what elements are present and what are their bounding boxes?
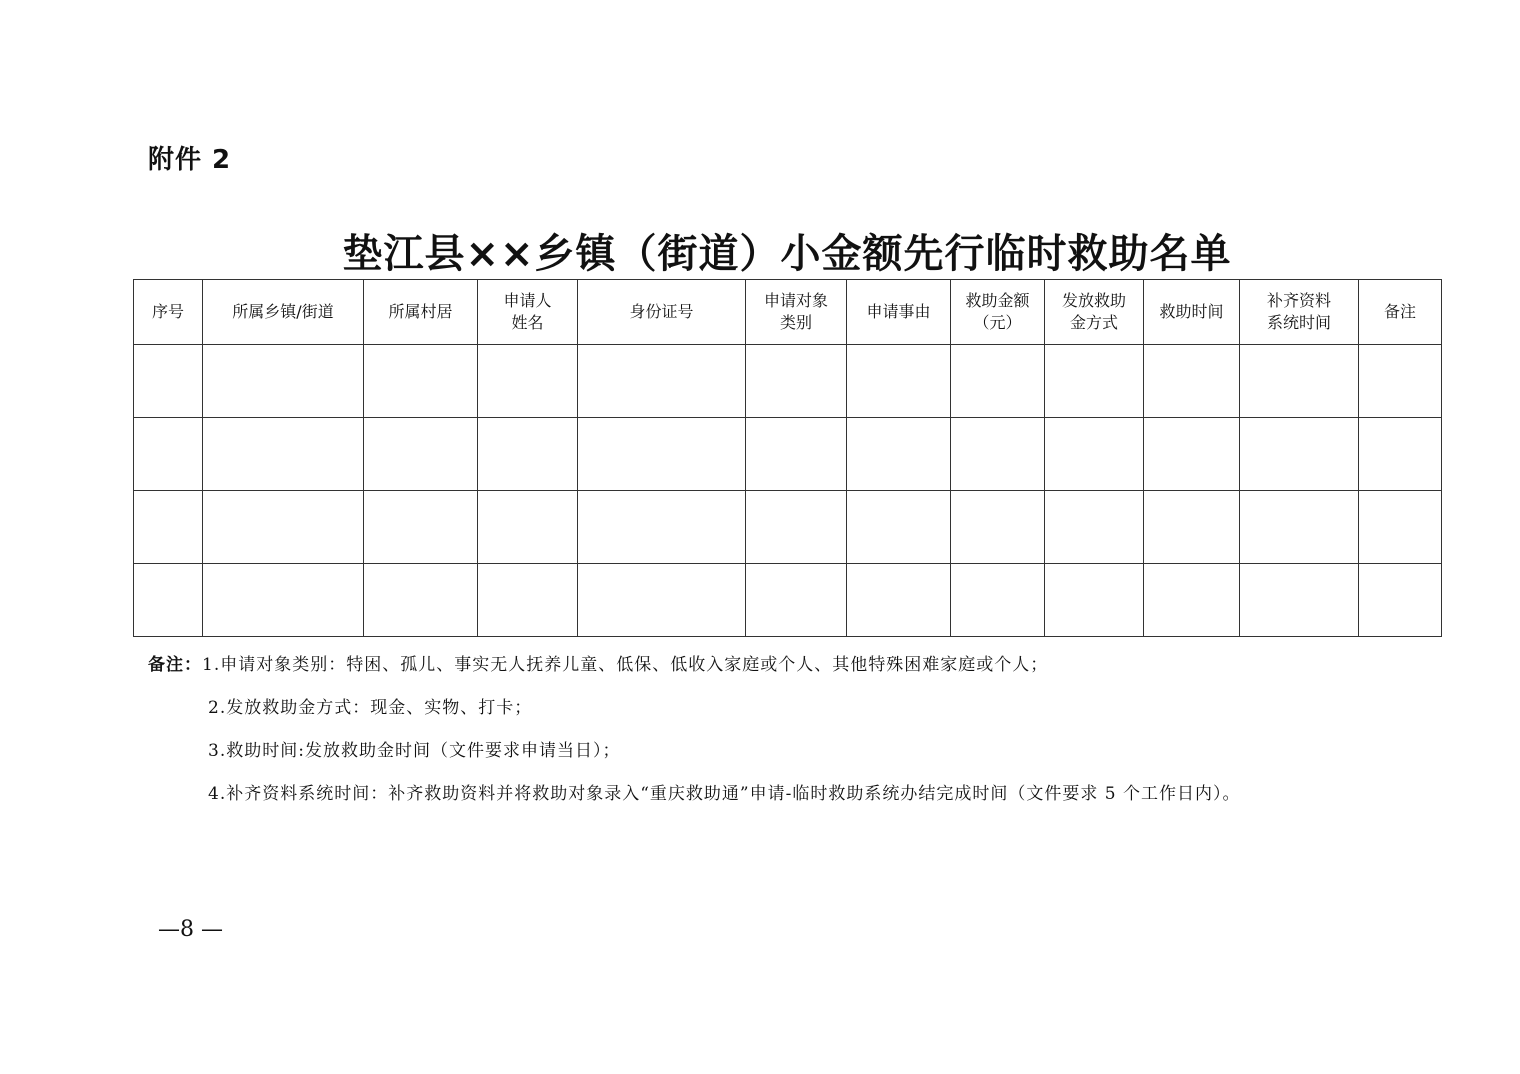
table-cell: [478, 491, 578, 564]
table-cell: [134, 491, 203, 564]
table-cell: [578, 564, 746, 637]
table-cell: [364, 345, 478, 418]
table-cell: [203, 418, 364, 491]
column-header-applicant-category: 申请对象 类别: [746, 280, 847, 345]
table-cell: [1240, 491, 1359, 564]
table-cell: [478, 345, 578, 418]
table-cell: [203, 491, 364, 564]
page-number: —8 —: [158, 917, 223, 942]
column-header-relief-time: 救助时间: [1144, 280, 1240, 345]
column-header-id-number: 身份证号: [578, 280, 746, 345]
table-cell: [746, 564, 847, 637]
table-cell: [203, 345, 364, 418]
table-cell: [203, 564, 364, 637]
column-header-payment-method: 发放救助 金方式: [1045, 280, 1144, 345]
table-cell: [578, 418, 746, 491]
table-cell: [847, 564, 951, 637]
table-cell: [1144, 345, 1240, 418]
table-row: [134, 345, 1442, 418]
table-cell: [134, 418, 203, 491]
table-cell: [1240, 345, 1359, 418]
table-cell: [1144, 491, 1240, 564]
table-header-row: [134, 280, 1442, 345]
table-cell: [364, 564, 478, 637]
table-row: [134, 491, 1442, 564]
table-cell: [1045, 564, 1144, 637]
table-cell: [1240, 418, 1359, 491]
column-header-docs-entry-time: 补齐资料 系统时间: [1240, 280, 1359, 345]
table-cell: [951, 345, 1045, 418]
table-cell: [1045, 345, 1144, 418]
column-header-applicant-name: 申请人 姓名: [478, 280, 578, 345]
table-cell: [951, 491, 1045, 564]
table-cell: [951, 564, 1045, 637]
column-header-serial-no: 序号: [134, 280, 203, 345]
note-item-applicant-category: 1.申请对象类别：特困、孤儿、事实无人抚养儿童、低保、低收入家庭或个人、其他特殊困难家庭或个人；: [202, 655, 1049, 675]
relief-roster-table: [133, 279, 1442, 637]
table-cell: [847, 345, 951, 418]
table-cell: [478, 418, 578, 491]
table-cell: [1144, 564, 1240, 637]
table-cell: [134, 345, 203, 418]
notes-label: 备注：: [148, 655, 202, 675]
table-cell: [1045, 491, 1144, 564]
table-cell: [1144, 418, 1240, 491]
column-header-amount: 救助金额 （元）: [951, 280, 1045, 345]
table-cell: [847, 418, 951, 491]
table-cell: [1359, 345, 1442, 418]
attachment-label: 附件 2: [148, 145, 232, 175]
column-header-reason: 申请事由: [847, 280, 951, 345]
table-cell: [1359, 491, 1442, 564]
note-item-relief-time: 3.救助时间:发放救助金时间（文件要求申请当日）；: [208, 741, 621, 761]
column-header-remarks: 备注: [1359, 280, 1442, 345]
table-cell: [1240, 564, 1359, 637]
table-cell: [578, 491, 746, 564]
table-cell: [364, 491, 478, 564]
table-cell: [746, 418, 847, 491]
note-item-docs-entry-time: 4.补齐资料系统时间：补齐救助资料并将救助对象录入“重庆救助通”申请-临时救助系统办结完成时间（文件要求 5 个工作日内）。: [208, 784, 1241, 804]
note-line: [148, 650, 1240, 693]
table-cell: [746, 345, 847, 418]
document-title: 垫江县××乡镇（街道）小金额先行临时救助名单: [342, 231, 1232, 277]
table-cell: [134, 564, 203, 637]
column-header-township: 所属乡镇/街道: [203, 280, 364, 345]
table-cell: [364, 418, 478, 491]
table-cell: [578, 345, 746, 418]
table-cell: [847, 491, 951, 564]
column-header-village: 所属村居: [364, 280, 478, 345]
table-cell: [951, 418, 1045, 491]
table-cell: [1359, 564, 1442, 637]
table-row: [134, 564, 1442, 637]
table-cell: [1359, 418, 1442, 491]
table-cell: [1045, 418, 1144, 491]
note-item-payment-method: 2.发放救助金方式：现金、实物、打卡；: [208, 698, 533, 718]
notes-section: [148, 650, 1240, 822]
table-row: [134, 418, 1442, 491]
table-cell: [478, 564, 578, 637]
table-cell: [746, 491, 847, 564]
